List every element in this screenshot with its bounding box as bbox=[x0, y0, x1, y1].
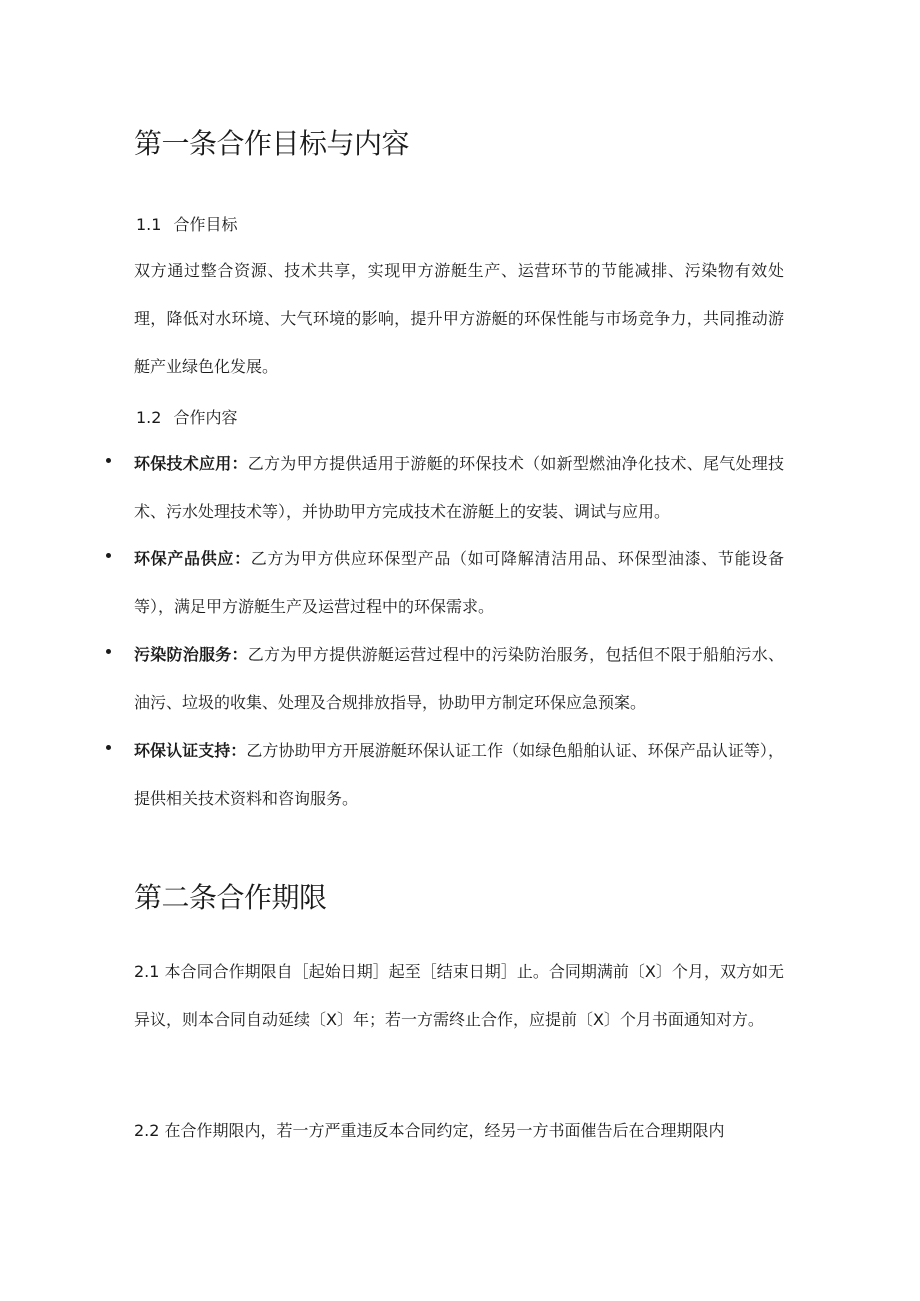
section-1-2-heading bbox=[136, 405, 237, 428]
section-number: 1.1 bbox=[136, 215, 162, 234]
list-item-label: 环保产品供应： bbox=[134, 549, 251, 568]
list-item-body: 乙方为甲方供应环保型产品（如可降解清洁用品、环保型油漆、节能设备等），满足甲方游艇生产及运营过程中的环保需求。 bbox=[134, 549, 784, 616]
list-item-text bbox=[134, 727, 784, 823]
section-2-2-paragraph: 2.2 在合作期限内，若一方严重违反本合同约定，经另一方书面催告后在合理期限内 bbox=[134, 1121, 725, 1140]
bullet-icon bbox=[106, 745, 111, 750]
list-item-body: 乙方协助甲方开展游艇环保认证工作（如绿色船舶认证、环保产品认证等），提供相关技术资料和咨询服务。 bbox=[134, 741, 784, 808]
bullet-icon bbox=[106, 553, 111, 558]
section-title: 合作内容 bbox=[173, 408, 238, 427]
section-number: 1.2 bbox=[136, 408, 162, 427]
section-2-1-paragraph: 2.1 本合同合作期限自［起始日期］起至［结束日期］止。合同期满前〔X〕个月，双方如无异议，则本合同自动延续〔X〕年；若一方需终止合作，应提前〔X〕个月书面通知对方。 bbox=[134, 962, 784, 1029]
article-1-heading: 第一条合作目标与内容 bbox=[134, 127, 410, 160]
list-item-label: 环保技术应用： bbox=[134, 454, 248, 473]
bullet-icon bbox=[106, 458, 111, 463]
list-item-label: 污染防治服务： bbox=[134, 645, 248, 664]
list-item-body: 乙方为甲方提供游艇运营过程中的污染防治服务，包括但不限于船舶污水、油污、垃圾的收集、处理及合规排放指导，协助甲方制定环保应急预案。 bbox=[134, 645, 784, 712]
section-1-1-paragraph: 双方通过整合资源、技术共享，实现甲方游艇生产、运营环节的节能减排、污染物有效处理，降低对水环境、大气环境的影响，提升甲方游艇的环保性能与市场竞争力，共同推动游艇产业绿色化发展。 bbox=[134, 261, 784, 376]
list-item bbox=[100, 727, 790, 823]
list-item-text bbox=[134, 631, 784, 727]
list-item bbox=[100, 440, 790, 536]
article-2-heading: 第二条合作期限 bbox=[134, 881, 327, 914]
list-item bbox=[100, 535, 790, 631]
list-item-text bbox=[134, 440, 784, 536]
list-item-body: 乙方为甲方提供适用于游艇的环保技术（如新型燃油净化技术、尾气处理技术、污水处理技术等），并协助甲方完成技术在游艇上的安装、调试与应用。 bbox=[134, 454, 784, 521]
section-title: 合作目标 bbox=[173, 215, 238, 234]
list-item-text bbox=[134, 535, 784, 631]
list-item-label: 环保认证支持： bbox=[134, 741, 247, 760]
bullet-icon bbox=[106, 649, 111, 654]
section-1-1-heading bbox=[136, 212, 237, 235]
list-item bbox=[100, 631, 790, 727]
